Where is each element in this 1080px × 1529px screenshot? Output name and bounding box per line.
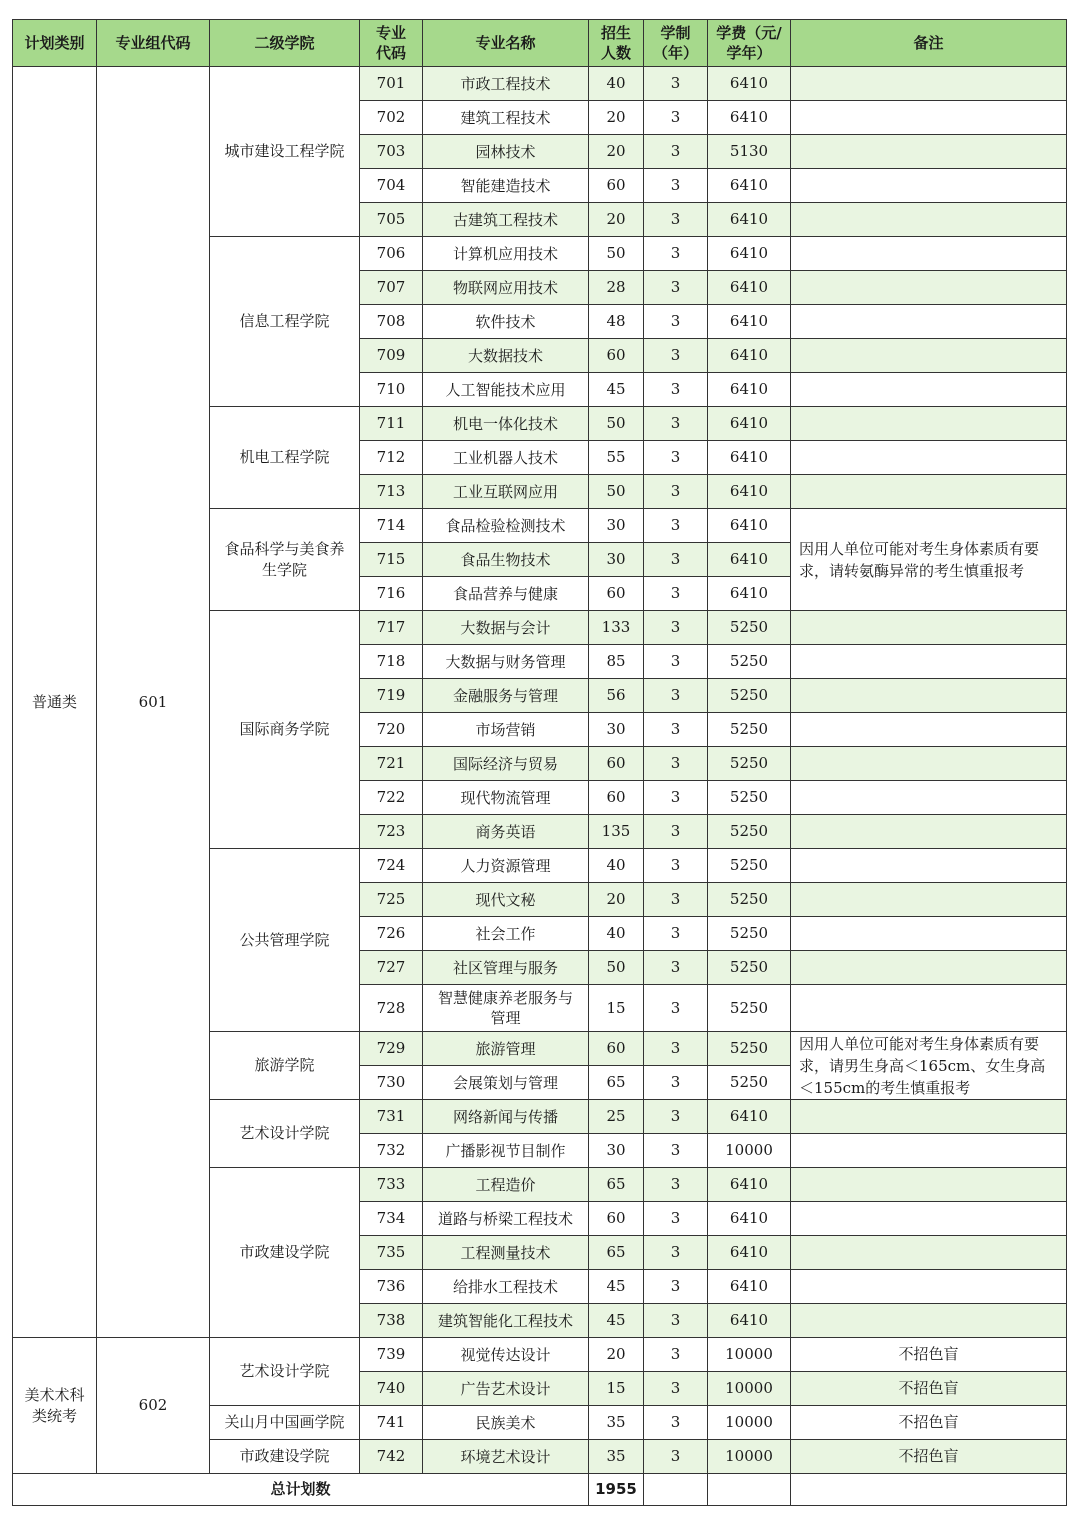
tuition-cell: 5250	[708, 917, 791, 951]
remark-cell	[791, 67, 1067, 101]
remark-cell	[791, 985, 1067, 1032]
college-cell: 食品科学与美食养 生学院	[210, 509, 360, 611]
remark-cell	[791, 849, 1067, 883]
major-code-cell: 717	[360, 611, 423, 645]
major-code-cell: 716	[360, 577, 423, 611]
remark-cell	[791, 1134, 1067, 1168]
header-tuition: 学费（元/ 学年）	[708, 20, 791, 67]
years-cell: 3	[644, 713, 708, 747]
major-name-cell: 工程测量技术	[423, 1236, 589, 1270]
tuition-cell: 6410	[708, 1168, 791, 1202]
years-cell: 3	[644, 271, 708, 305]
tuition-cell: 6410	[708, 1202, 791, 1236]
tuition-cell: 10000	[708, 1338, 791, 1372]
major-code-cell: 718	[360, 645, 423, 679]
major-code-cell: 712	[360, 441, 423, 475]
years-cell: 3	[644, 1066, 708, 1100]
tuition-cell: 6410	[708, 305, 791, 339]
major-code-cell: 722	[360, 781, 423, 815]
major-name-cell: 大数据与财务管理	[423, 645, 589, 679]
enroll-count-cell: 60	[589, 339, 644, 373]
remark-cell	[791, 1168, 1067, 1202]
major-code-cell: 730	[360, 1066, 423, 1100]
enroll-count-cell: 20	[589, 883, 644, 917]
tuition-cell: 6410	[708, 1270, 791, 1304]
remark-cell	[791, 237, 1067, 271]
major-code-cell: 723	[360, 815, 423, 849]
major-name-cell: 智能建造技术	[423, 169, 589, 203]
years-cell: 3	[644, 305, 708, 339]
enroll-count-cell: 30	[589, 713, 644, 747]
tuition-cell: 5250	[708, 679, 791, 713]
years-cell: 3	[644, 611, 708, 645]
years-cell: 3	[644, 1440, 708, 1474]
major-name-cell: 金融服务与管理	[423, 679, 589, 713]
major-name-cell: 会展策划与管理	[423, 1066, 589, 1100]
major-code-cell: 736	[360, 1270, 423, 1304]
tuition-cell: 5250	[708, 951, 791, 985]
years-cell: 3	[644, 1304, 708, 1338]
tuition-cell: 6410	[708, 509, 791, 543]
major-name-cell: 社区管理与服务	[423, 951, 589, 985]
enroll-count-cell: 45	[589, 1270, 644, 1304]
remark-cell	[791, 1236, 1067, 1270]
years-cell: 3	[644, 475, 708, 509]
tuition-cell: 5250	[708, 815, 791, 849]
table-row	[13, 1338, 1067, 1372]
major-code-cell: 726	[360, 917, 423, 951]
major-name-cell: 道路与桥梁工程技术	[423, 1202, 589, 1236]
major-code-cell: 720	[360, 713, 423, 747]
remark-cell: 不招色盲	[791, 1372, 1067, 1406]
enroll-count-cell: 50	[589, 407, 644, 441]
enroll-count-cell: 30	[589, 1134, 644, 1168]
group-code-cell: 602	[97, 1338, 210, 1474]
major-code-cell: 729	[360, 1032, 423, 1066]
tuition-cell: 5250	[708, 781, 791, 815]
tuition-cell: 6410	[708, 339, 791, 373]
years-cell: 3	[644, 1236, 708, 1270]
remark-cell	[791, 1202, 1067, 1236]
years-cell: 3	[644, 441, 708, 475]
major-name-cell: 软件技术	[423, 305, 589, 339]
years-cell: 3	[644, 1338, 708, 1372]
years-cell: 3	[644, 1032, 708, 1066]
tuition-cell: 6410	[708, 441, 791, 475]
major-code-cell: 702	[360, 101, 423, 135]
enroll-count-cell: 50	[589, 951, 644, 985]
college-cell: 机电工程学院	[210, 407, 360, 509]
major-code-cell: 733	[360, 1168, 423, 1202]
major-name-cell: 建筑智能化工程技术	[423, 1304, 589, 1338]
major-code-cell: 710	[360, 373, 423, 407]
enroll-count-cell: 35	[589, 1406, 644, 1440]
years-cell: 3	[644, 1168, 708, 1202]
years-cell: 3	[644, 101, 708, 135]
major-code-cell: 705	[360, 203, 423, 237]
major-name-cell: 工业互联网应用	[423, 475, 589, 509]
major-code-cell: 715	[360, 543, 423, 577]
tuition-cell: 5250	[708, 747, 791, 781]
years-cell: 3	[644, 543, 708, 577]
college-cell: 公共管理学院	[210, 849, 360, 1032]
major-code-cell: 727	[360, 951, 423, 985]
major-code-cell: 707	[360, 271, 423, 305]
major-name-cell: 食品检验检测技术	[423, 509, 589, 543]
enroll-count-cell: 30	[589, 543, 644, 577]
years-cell: 3	[644, 169, 708, 203]
enroll-count-cell: 50	[589, 475, 644, 509]
tuition-cell: 5250	[708, 611, 791, 645]
remark-cell: 不招色盲	[791, 1406, 1067, 1440]
enroll-count-cell: 60	[589, 577, 644, 611]
header-enroll: 招生 人数	[589, 20, 644, 67]
remark-cell	[791, 339, 1067, 373]
major-code-cell: 735	[360, 1236, 423, 1270]
major-code-cell: 703	[360, 135, 423, 169]
major-code-cell: 742	[360, 1440, 423, 1474]
years-cell: 3	[644, 1406, 708, 1440]
tuition-cell: 6410	[708, 407, 791, 441]
major-name-cell: 市政工程技术	[423, 67, 589, 101]
tuition-cell: 5250	[708, 713, 791, 747]
remark-cell	[791, 883, 1067, 917]
major-code-cell: 731	[360, 1100, 423, 1134]
enroll-count-cell: 50	[589, 237, 644, 271]
remark-cell	[791, 781, 1067, 815]
tuition-cell: 5250	[708, 849, 791, 883]
major-name-cell: 国际经济与贸易	[423, 747, 589, 781]
enroll-count-cell: 60	[589, 1032, 644, 1066]
major-code-cell: 709	[360, 339, 423, 373]
tuition-cell: 10000	[708, 1440, 791, 1474]
tuition-cell: 5250	[708, 883, 791, 917]
tuition-cell: 10000	[708, 1134, 791, 1168]
major-code-cell: 724	[360, 849, 423, 883]
remark-cell	[791, 169, 1067, 203]
enroll-count-cell: 85	[589, 645, 644, 679]
enroll-count-cell: 48	[589, 305, 644, 339]
years-cell: 3	[644, 645, 708, 679]
years-cell: 3	[644, 917, 708, 951]
remark-cell	[791, 1304, 1067, 1338]
tuition-cell: 6410	[708, 1304, 791, 1338]
major-name-cell: 工程造价	[423, 1168, 589, 1202]
major-name-cell: 广播影视节目制作	[423, 1134, 589, 1168]
enroll-count-cell: 20	[589, 135, 644, 169]
major-name-cell: 现代物流管理	[423, 781, 589, 815]
tuition-cell: 10000	[708, 1372, 791, 1406]
major-name-cell: 食品生物技术	[423, 543, 589, 577]
tuition-cell: 6410	[708, 373, 791, 407]
major-name-cell: 视觉传达设计	[423, 1338, 589, 1372]
remark-cell	[791, 747, 1067, 781]
college-cell: 市政建设学院	[210, 1168, 360, 1338]
header-remark: 备注	[791, 20, 1067, 67]
tuition-cell: 6410	[708, 1100, 791, 1134]
years-cell: 3	[644, 747, 708, 781]
major-name-cell: 环境艺术设计	[423, 1440, 589, 1474]
header-years: 学制 （年）	[644, 20, 708, 67]
tuition-cell: 6410	[708, 101, 791, 135]
major-name-cell: 民族美术	[423, 1406, 589, 1440]
enroll-count-cell: 135	[589, 815, 644, 849]
major-name-cell: 大数据与会计	[423, 611, 589, 645]
major-code-cell: 721	[360, 747, 423, 781]
enroll-count-cell: 20	[589, 1338, 644, 1372]
enroll-count-cell: 65	[589, 1236, 644, 1270]
remark-cell	[791, 101, 1067, 135]
remark-cell	[791, 135, 1067, 169]
years-cell: 3	[644, 135, 708, 169]
years-cell: 3	[644, 203, 708, 237]
remark-cell	[791, 271, 1067, 305]
major-code-cell: 728	[360, 985, 423, 1032]
total-value: 1955	[589, 1474, 644, 1506]
college-cell: 旅游学院	[210, 1032, 360, 1100]
enroll-count-cell: 60	[589, 747, 644, 781]
major-code-cell: 734	[360, 1202, 423, 1236]
plan-type-cell: 美术术科 类统考	[13, 1338, 97, 1474]
remark-cell: 不招色盲	[791, 1338, 1067, 1372]
major-code-cell: 713	[360, 475, 423, 509]
header-major-name: 专业名称	[423, 20, 589, 67]
tuition-cell: 6410	[708, 1236, 791, 1270]
years-cell: 3	[644, 849, 708, 883]
header-college: 二级学院	[210, 20, 360, 67]
major-name-cell: 建筑工程技术	[423, 101, 589, 135]
tuition-cell: 6410	[708, 203, 791, 237]
college-cell: 国际商务学院	[210, 611, 360, 849]
header-major-code: 专业 代码	[360, 20, 423, 67]
header-group-code: 专业组代码	[97, 20, 210, 67]
college-cell: 城市建设工程学院	[210, 67, 360, 237]
major-code-cell: 740	[360, 1372, 423, 1406]
tuition-cell: 5250	[708, 1032, 791, 1066]
years-cell: 3	[644, 815, 708, 849]
tuition-cell: 6410	[708, 237, 791, 271]
years-cell: 3	[644, 1134, 708, 1168]
total-empty	[791, 1474, 1067, 1506]
tuition-cell: 6410	[708, 67, 791, 101]
college-cell: 艺术设计学院	[210, 1338, 360, 1406]
major-name-cell: 社会工作	[423, 917, 589, 951]
college-cell: 艺术设计学院	[210, 1100, 360, 1168]
tuition-cell: 10000	[708, 1406, 791, 1440]
years-cell: 3	[644, 781, 708, 815]
major-code-cell: 719	[360, 679, 423, 713]
remark-cell	[791, 951, 1067, 985]
table-row	[13, 67, 1067, 101]
major-code-cell: 706	[360, 237, 423, 271]
major-name-cell: 智慧健康养老服务与 管理	[423, 985, 589, 1032]
total-label: 总计划数	[13, 1474, 589, 1506]
remark-cell	[791, 373, 1067, 407]
enroll-count-cell: 20	[589, 203, 644, 237]
total-row	[13, 1474, 1067, 1506]
remark-cell	[791, 611, 1067, 645]
major-code-cell: 708	[360, 305, 423, 339]
remark-cell	[791, 407, 1067, 441]
major-name-cell: 旅游管理	[423, 1032, 589, 1066]
remark-cell	[791, 917, 1067, 951]
major-name-cell: 现代文秘	[423, 883, 589, 917]
group-code-cell: 601	[97, 67, 210, 1338]
major-name-cell: 计算机应用技术	[423, 237, 589, 271]
remark-cell	[791, 1100, 1067, 1134]
total-empty	[644, 1474, 708, 1506]
years-cell: 3	[644, 67, 708, 101]
years-cell: 3	[644, 509, 708, 543]
major-code-cell: 704	[360, 169, 423, 203]
enroll-count-cell: 30	[589, 509, 644, 543]
enroll-count-cell: 133	[589, 611, 644, 645]
enroll-count-cell: 40	[589, 849, 644, 883]
college-cell: 市政建设学院	[210, 1440, 360, 1474]
enroll-count-cell: 60	[589, 781, 644, 815]
major-name-cell: 食品营养与健康	[423, 577, 589, 611]
tuition-cell: 6410	[708, 577, 791, 611]
major-name-cell: 工业机器人技术	[423, 441, 589, 475]
major-code-cell: 714	[360, 509, 423, 543]
major-name-cell: 物联网应用技术	[423, 271, 589, 305]
remark-cell: 因用人单位可能对考生身体素质有要求，请男生身高＜165cm、女生身高＜155cm的考生慎重报考	[791, 1032, 1067, 1100]
tuition-cell: 5250	[708, 1066, 791, 1100]
remark-cell	[791, 713, 1067, 747]
years-cell: 3	[644, 985, 708, 1032]
years-cell: 3	[644, 1270, 708, 1304]
enroll-count-cell: 65	[589, 1066, 644, 1100]
major-name-cell: 网络新闻与传播	[423, 1100, 589, 1134]
major-name-cell: 人工智能技术应用	[423, 373, 589, 407]
years-cell: 3	[644, 951, 708, 985]
enroll-count-cell: 20	[589, 101, 644, 135]
major-name-cell: 大数据技术	[423, 339, 589, 373]
major-name-cell: 商务英语	[423, 815, 589, 849]
enroll-count-cell: 45	[589, 373, 644, 407]
major-name-cell: 广告艺术设计	[423, 1372, 589, 1406]
major-name-cell: 古建筑工程技术	[423, 203, 589, 237]
enroll-count-cell: 35	[589, 1440, 644, 1474]
years-cell: 3	[644, 237, 708, 271]
major-code-cell: 732	[360, 1134, 423, 1168]
total-empty	[708, 1474, 791, 1506]
years-cell: 3	[644, 883, 708, 917]
major-name-cell: 市场营销	[423, 713, 589, 747]
enroll-count-cell: 60	[589, 169, 644, 203]
major-code-cell: 725	[360, 883, 423, 917]
years-cell: 3	[644, 577, 708, 611]
enroll-count-cell: 25	[589, 1100, 644, 1134]
years-cell: 3	[644, 679, 708, 713]
major-code-cell: 739	[360, 1338, 423, 1372]
years-cell: 3	[644, 1100, 708, 1134]
remark-cell	[791, 475, 1067, 509]
tuition-cell: 6410	[708, 169, 791, 203]
major-name-cell: 园林技术	[423, 135, 589, 169]
enroll-count-cell: 28	[589, 271, 644, 305]
major-name-cell: 机电一体化技术	[423, 407, 589, 441]
years-cell: 3	[644, 1372, 708, 1406]
remark-cell	[791, 441, 1067, 475]
college-cell: 关山月中国画学院	[210, 1406, 360, 1440]
major-code-cell: 738	[360, 1304, 423, 1338]
table-body	[13, 67, 1067, 1474]
remark-cell: 因用人单位可能对考生身体素质有要求，请转氨酶异常的考生慎重报考	[791, 509, 1067, 611]
major-name-cell: 人力资源管理	[423, 849, 589, 883]
enroll-count-cell: 55	[589, 441, 644, 475]
tuition-cell: 6410	[708, 475, 791, 509]
remark-cell	[791, 679, 1067, 713]
header-plan-type: 计划类别	[13, 20, 97, 67]
remark-cell	[791, 1270, 1067, 1304]
enroll-count-cell: 56	[589, 679, 644, 713]
years-cell: 3	[644, 1202, 708, 1236]
major-name-cell: 给排水工程技术	[423, 1270, 589, 1304]
tuition-cell: 5130	[708, 135, 791, 169]
major-code-cell: 701	[360, 67, 423, 101]
remark-cell: 不招色盲	[791, 1440, 1067, 1474]
remark-cell	[791, 815, 1067, 849]
major-code-cell: 711	[360, 407, 423, 441]
enroll-count-cell: 40	[589, 917, 644, 951]
years-cell: 3	[644, 339, 708, 373]
college-cell: 信息工程学院	[210, 237, 360, 407]
remark-cell	[791, 645, 1067, 679]
enroll-count-cell: 65	[589, 1168, 644, 1202]
tuition-cell: 6410	[708, 543, 791, 577]
enroll-count-cell: 15	[589, 1372, 644, 1406]
tuition-cell: 6410	[708, 271, 791, 305]
years-cell: 3	[644, 407, 708, 441]
tuition-cell: 5250	[708, 645, 791, 679]
years-cell: 3	[644, 373, 708, 407]
enroll-count-cell: 15	[589, 985, 644, 1032]
remark-cell	[791, 203, 1067, 237]
enrollment-plan-table	[12, 19, 1067, 1506]
major-code-cell: 741	[360, 1406, 423, 1440]
enroll-count-cell: 40	[589, 67, 644, 101]
enroll-count-cell: 45	[589, 1304, 644, 1338]
remark-cell	[791, 305, 1067, 339]
header-row	[13, 20, 1067, 67]
plan-type-cell: 普通类	[13, 67, 97, 1338]
tuition-cell: 5250	[708, 985, 791, 1032]
enroll-count-cell: 60	[589, 1202, 644, 1236]
